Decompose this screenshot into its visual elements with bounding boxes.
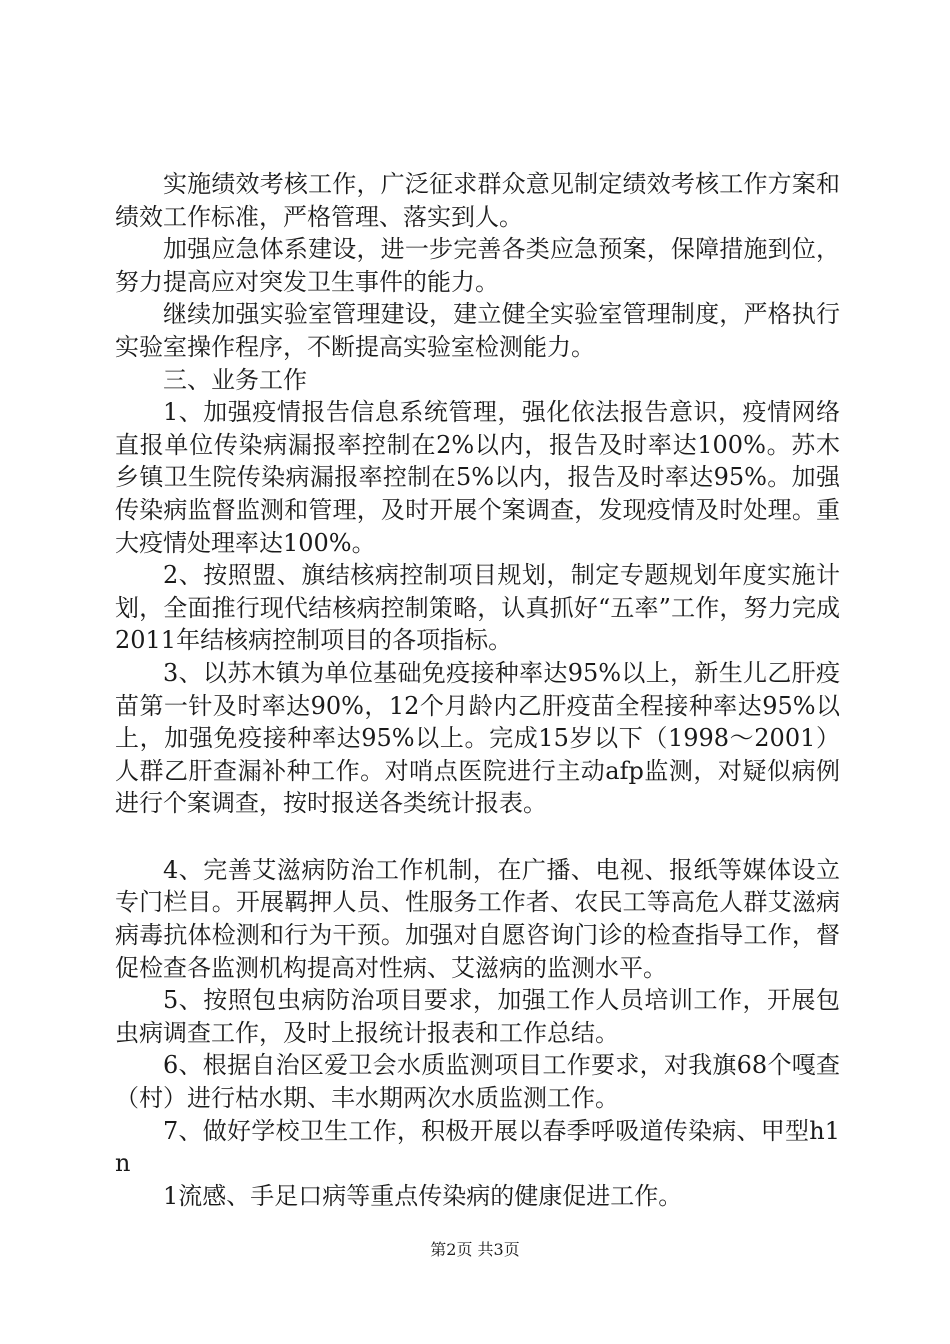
paragraph-item-1-epidemic-reporting: 1、加强疫情报告信息系统管理，强化依法报告意识，疫情网络直报单位传染病漏报率控制在2%以内，报告及时率达100%。苏木乡镇卫生院传染病漏报率控制在5%以内，报告及时率达95%。加强传染病监督监测和管理，及时开展个案调查，发现疫情及时处理。重大疫情处理率达100%。 bbox=[115, 398, 840, 557]
paragraph-item-7-continuation: 1流感、手足口病等重点传染病的健康促进工作。 bbox=[163, 1181, 683, 1210]
paragraph-emergency-system: 加强应急体系建设，进一步完善各类应急预案，保障措施到位，努力提高应对突发卫生事件的能力。 bbox=[115, 235, 840, 296]
page-number-footer: 第2页 共3页 bbox=[430, 1240, 520, 1259]
paragraph-item-6-water-quality: 6、根据自治区爱卫会水质监测项目工作要求，对我旗68个嘎查（村）进行枯水期、丰水期两次水质监测工作。 bbox=[115, 1051, 840, 1113]
paragraph-laboratory-management: 继续加强实验室管理建设，建立健全实验室管理制度，严格执行实验室操作程序，不断提高实验室检测能力。 bbox=[115, 300, 840, 361]
paragraph-item-4-aids-prevention: 4、完善艾滋病防治工作机制，在广播、电视、报纸等媒体设立专门栏目。开展羁押人员、性服务工作者、农民工等高危人群艾滋病病毒抗体检测和行为干预。加强对自愿咨询门诊的检查指导工作，督促检查各监测机构提高对性病、艾滋病的监测水平。 bbox=[115, 855, 840, 982]
document-body bbox=[115, 168, 840, 1212]
paragraph-performance-assessment: 实施绩效考核工作，广泛征求群众意见制定绩效考核工作方案和绩效工作标准，严格管理、落实到人。 bbox=[115, 170, 840, 231]
section-heading-business-work: 三、业务工作 bbox=[163, 365, 307, 394]
paragraph-item-5-echinococcosis: 5、按照包虫病防治项目要求，加强工作人员培训工作，开展包虫病调查工作，及时上报统计报表和工作总结。 bbox=[115, 986, 840, 1047]
paragraph-item-3-immunization: 3、以苏木镇为单位基础免疫接种率达95%以上，新生儿乙肝疫苗第一针及时率达90%，12个月龄内乙肝疫苗全程接种率达95%以上，加强免疫接种率达95%以上。完成15岁以下（1998～2001）人群乙肝查漏补种工作。对哨点医院进行主动afp监测，对疑似病例进行个案调查，按时报送各类统计报表。 bbox=[115, 658, 840, 818]
paragraph-item-7-school-health: 7、做好学校卫生工作，积极开展以春季呼吸道传染病、甲型h1n bbox=[115, 1116, 840, 1178]
paragraph-item-2-tuberculosis: 2、按照盟、旗结核病控制项目规划，制定专题规划年度实施计划，全面推行现代结核病控制策略，认真抓好“五率”工作，努力完成2011年结核病控制项目的各项指标。 bbox=[115, 561, 840, 655]
paragraph-gap bbox=[115, 820, 840, 854]
